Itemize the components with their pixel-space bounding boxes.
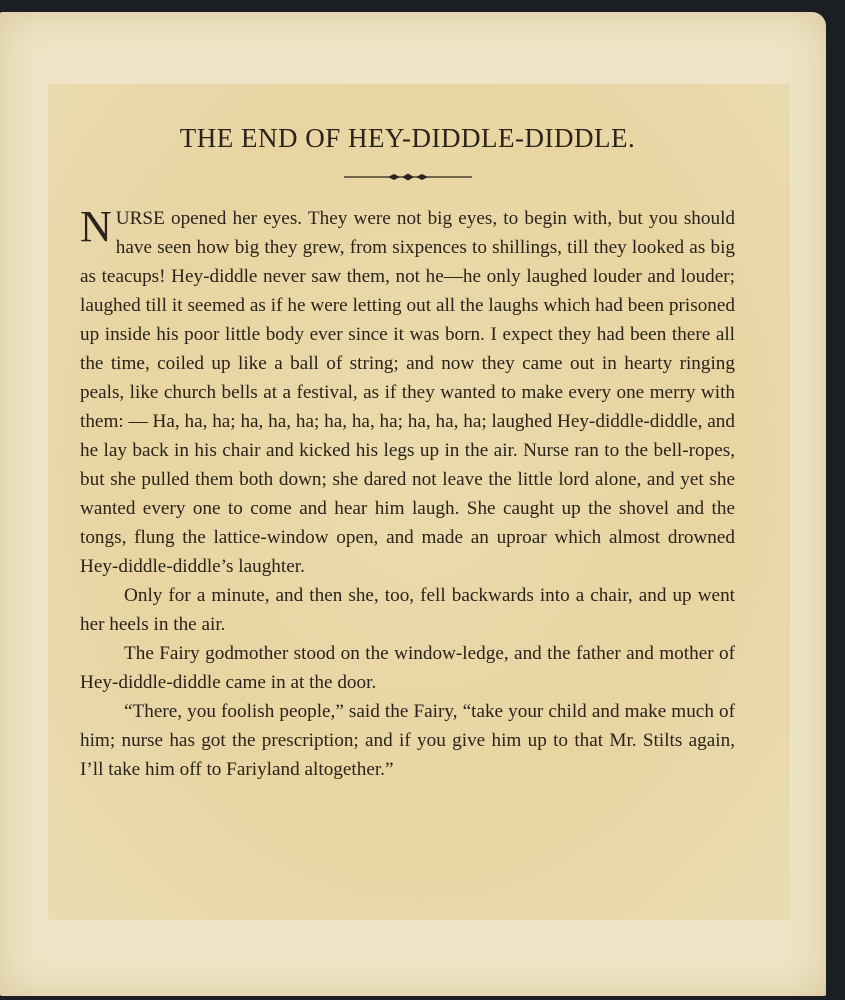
paragraph-1-text: URSE opened her eyes. They were not big eyes, to begin with, but you should have seen how big they grew, from sixpences to shillings, till they looked as big as teacups! Hey-diddle never saw them, not he—he only laughed louder and louder; laughed till it seemed as if he were letting out all the laughs which had been prisoned up inside his poor little body ever since it was born. I expect they had been there all the time, coiled up like a ball of string; and now they came out in hearty ringing peals, like church bells at a festival, as if they wanted to make every one merry with them: — Ha, ha, ha; ha, ha, ha; ha, ha, ha; ha, ha, ha; laughed Hey-diddle-diddle, and he lay back in his chair and kicked his legs up in the air. Nurse ran to the bell-ropes, but she pulled them both down; she dared not leave the little lord alone, and yet she wanted every one to come and hear him laugh. She caught up the shovel and the tongs, flung the lattice-window open, and made an uproar which almost drowned Hey-diddle-diddle’s laughter. [80,208,735,577]
body-text [80,204,735,784]
page-content [80,120,735,784]
chapter-title: THE END OF HEY-DIDDLE-DIDDLE. [179,123,636,153]
paragraph-4: “There, you foolish people,” said the Fairy, “take your child and make much of him; nurse has got the prescription; and if you give him up to that Mr. Stilts again, I’ll take him off to Fariyland altogether.” [80,701,735,780]
book-page [0,12,826,996]
paragraph-2: Only for a minute, and then she, too, fell backwards into a chair, and up went her heels in the air. [80,585,735,635]
paragraph-1 [80,204,735,581]
title-ornament-icon [344,172,472,182]
drop-cap: N [80,202,112,251]
paragraph-3: The Fairy godmother stood on the window-ledge, and the father and mother of Hey-diddle-diddle came in at the door. [80,643,735,693]
